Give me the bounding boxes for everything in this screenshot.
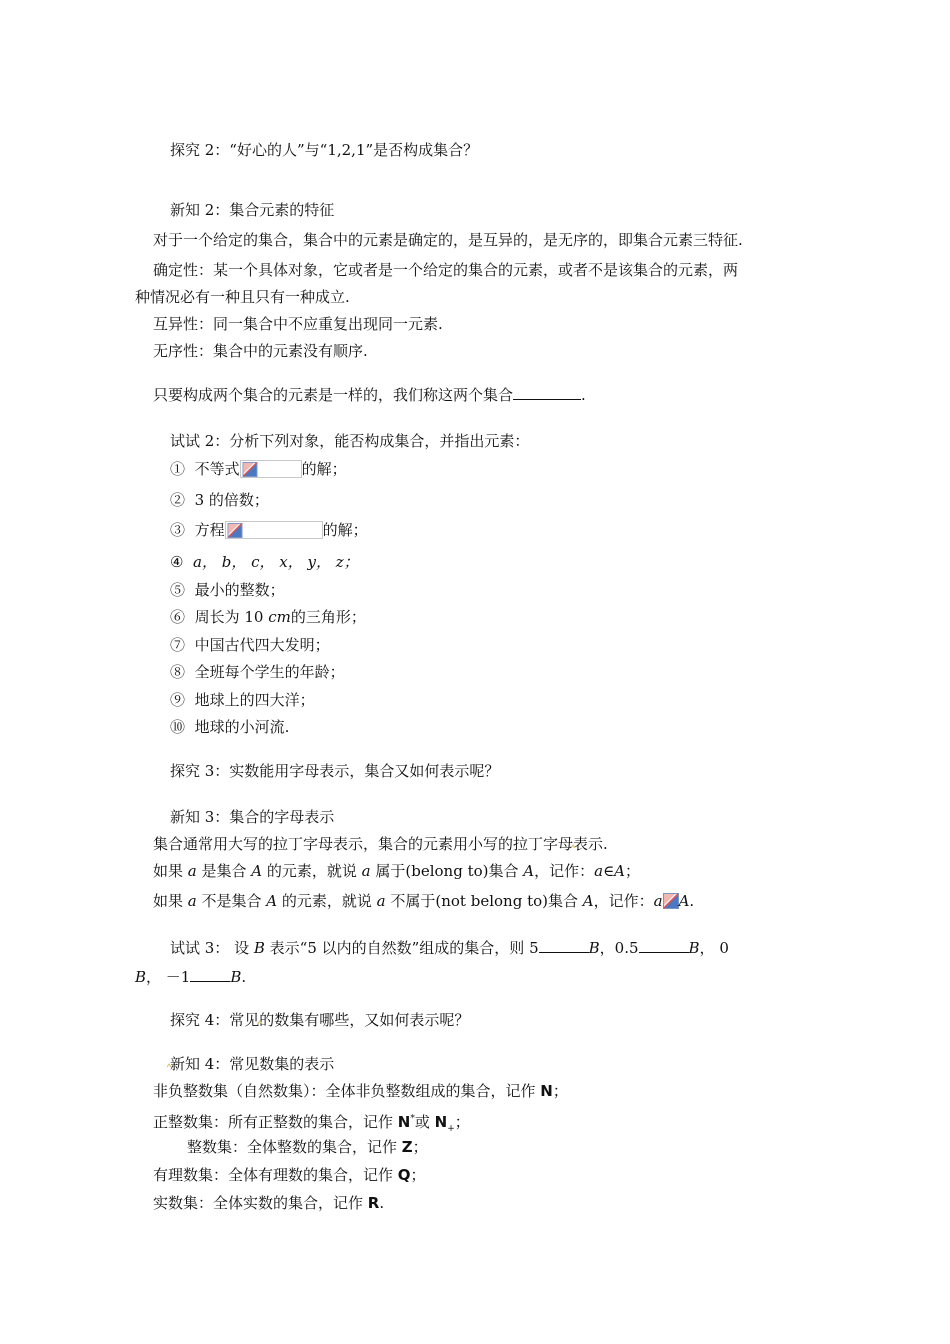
determinacy-line-2: 种情况必有一种且只有一种成立. [135, 288, 350, 306]
item-number: ⑤ [170, 581, 186, 599]
explore-2-question: 探究 2：“好心的人”与“1,2,1”是否构成集合？ [170, 141, 479, 159]
broken-image-icon [227, 523, 243, 538]
item-number: ⑩ [170, 718, 186, 736]
text-segment: 有理数集：全体有理数的集合，记作 [153, 1166, 398, 1184]
text-segment: . [689, 892, 695, 910]
text-segment: ； [552, 1082, 568, 1100]
belongs-line [153, 861, 640, 881]
answer-blank [639, 938, 689, 953]
item-number: ① [170, 460, 186, 478]
list-item [170, 607, 366, 627]
item-number: ⑥ [170, 608, 186, 626]
item-text-suffix: 的解； [322, 521, 368, 539]
subscript: + [447, 1124, 455, 1134]
list-item [170, 662, 345, 682]
formula-image-placeholder [225, 521, 323, 539]
element-features-paragraph: 对于一个给定的集合，集合中的元素是确定的，是互异的，是无序的，即集合元素三特征. [153, 231, 743, 249]
list-item [170, 552, 359, 572]
text-segment: 不属于(not belong to)集合 [385, 892, 583, 910]
text-segment: ； [625, 862, 641, 880]
math-var: a [653, 892, 663, 910]
answer-blank [539, 938, 589, 953]
set-symbol: Q [397, 1166, 411, 1184]
item-text: 地球上的四大洋； [194, 691, 315, 709]
math-var: B [135, 968, 147, 986]
item-text: 地球的小河流. [194, 718, 290, 736]
text-segment: 属于(belong to)集合 [370, 862, 524, 880]
text-segment: . [379, 1194, 385, 1212]
math-var: A [266, 892, 278, 910]
letter-notation-line: 集合通常用大写的拉丁字母表示，集合的元素用小写的拉丁字母表示. [153, 835, 608, 853]
math-var: B [588, 939, 600, 957]
math-var: a [361, 862, 371, 880]
new-knowledge-4-title: 新知 4：常见数集的表示 [170, 1055, 335, 1073]
text-segment: ； [410, 1166, 426, 1184]
text-segment: 正整数集：所有正整数的集合，记作 [153, 1113, 398, 1131]
text-segment: 表示“5 以内的自然数”组成的集合，则 5 [264, 939, 539, 957]
item-number: ⑨ [170, 691, 186, 709]
item-text: 周长为 10 [194, 608, 269, 626]
text-segment: ，记作： [534, 862, 595, 880]
math-var: a [187, 892, 197, 910]
explore-3-question: 探究 3：实数能用字母表示，集合又如何表示呢？ [170, 762, 500, 780]
superscript: * [410, 1114, 415, 1124]
answer-blank [513, 385, 581, 400]
list-item [170, 690, 315, 710]
math-var: a [376, 892, 386, 910]
distinctness-line: 互异性：同一集合中不应重复出现同一元素. [153, 315, 443, 333]
not-belongs-line [153, 891, 694, 911]
math-var: A [251, 862, 263, 880]
text-segment: 试试 3： 设 [170, 939, 254, 957]
determinacy-line-1: 确定性：某一个具体对象，它或者是一个给定的集合的元素，或者不是该集合的元素，两 [153, 261, 739, 279]
new-knowledge-3-title: 新知 3：集合的字母表示 [170, 808, 335, 826]
unit-text: cm [268, 608, 291, 626]
text-segment: ，0.5 [599, 939, 639, 957]
annotation-mark-icon [258, 1020, 263, 1025]
list-item [170, 459, 347, 479]
text-segment: ， 0 [699, 939, 729, 957]
set-symbol: N [540, 1082, 553, 1100]
text-segment: 实数集：全体实数的集合，记作 [153, 1194, 368, 1212]
equal-sets-line [153, 385, 586, 405]
list-item [170, 717, 289, 737]
set-symbol: Z [401, 1138, 413, 1156]
math-var: a [187, 862, 197, 880]
item-number: ④ [170, 553, 184, 571]
reals-line [153, 1193, 384, 1213]
list-item [170, 580, 285, 600]
item-number: ⑧ [170, 663, 186, 681]
item-text: 3 的倍数； [194, 491, 269, 509]
text-segment: 的元素，就说 [262, 862, 362, 880]
formula-image-placeholder [240, 460, 302, 478]
item-text-suffix: 的三角形； [290, 608, 366, 626]
text-segment: 非负整数集（自然数集）：全体非负整数组成的集合，记作 [153, 1082, 541, 1100]
natural-numbers-line [153, 1081, 568, 1101]
text-segment: ，记作： [593, 892, 654, 910]
math-var: A [678, 892, 690, 910]
set-symbol: N [397, 1113, 411, 1131]
equal-sets-end: . [581, 386, 586, 404]
item-text: 最小的整数； [194, 581, 285, 599]
answer-blank [190, 967, 230, 982]
item-number: ⑦ [170, 636, 186, 654]
math-var: B [253, 939, 265, 957]
set-symbol: R [367, 1194, 380, 1212]
text-segment: . [241, 968, 247, 986]
set-symbol: N [434, 1113, 448, 1131]
math-var: A [582, 892, 594, 910]
item-text: a， b， c， x， y， z； [193, 553, 359, 571]
try-3-line-1 [170, 938, 729, 958]
math-var: B [230, 968, 242, 986]
text-segment: 不是集合 [196, 892, 267, 910]
math-var: B [688, 939, 700, 957]
annotation-mark-icon [571, 844, 576, 849]
item-text: 不等式 [194, 460, 240, 478]
item-text: 方程 [194, 521, 225, 539]
math-var: A [523, 862, 535, 880]
list-item [170, 635, 330, 655]
try-2-title: 试试 2：分析下列对象，能否构成集合，并指出元素： [170, 432, 530, 450]
text-segment: 如果 [153, 892, 188, 910]
list-item [170, 490, 269, 510]
item-text: 全班每个学生的年龄； [194, 663, 345, 681]
item-text-suffix: 的解； [301, 460, 347, 478]
equal-sets-text: 只要构成两个集合的元素是一样的，我们称这两个集合 [153, 386, 514, 404]
explore-4-question: 探究 4：常见的数集有哪些，又如何表示呢？ [170, 1011, 470, 1029]
unordered-line: 无序性：集合中的元素没有顺序. [153, 342, 368, 360]
rationals-line [153, 1165, 426, 1185]
positive-integers-line [153, 1109, 470, 1134]
try-3-line-2 [135, 967, 246, 987]
text-segment: ； [412, 1138, 428, 1156]
item-text: 中国古代四大发明； [194, 636, 330, 654]
text-segment: ， －1 [146, 968, 191, 986]
text-segment: 或 [414, 1113, 435, 1131]
item-number: ③ [170, 521, 186, 539]
text-segment: 整数集：全体整数的集合，记作 [187, 1138, 402, 1156]
text-segment: 是集合 [196, 862, 252, 880]
broken-image-icon [242, 462, 258, 477]
text-segment: 的元素，就说 [277, 892, 377, 910]
list-item [170, 520, 368, 540]
integers-line [187, 1137, 428, 1157]
broken-image-icon [663, 893, 679, 909]
new-knowledge-2-title: 新知 2：集合元素的特征 [170, 201, 335, 219]
text-segment: ； [454, 1113, 470, 1131]
math-expression: a∈A [594, 862, 626, 880]
item-number: ② [170, 491, 186, 509]
text-segment: 如果 [153, 862, 188, 880]
